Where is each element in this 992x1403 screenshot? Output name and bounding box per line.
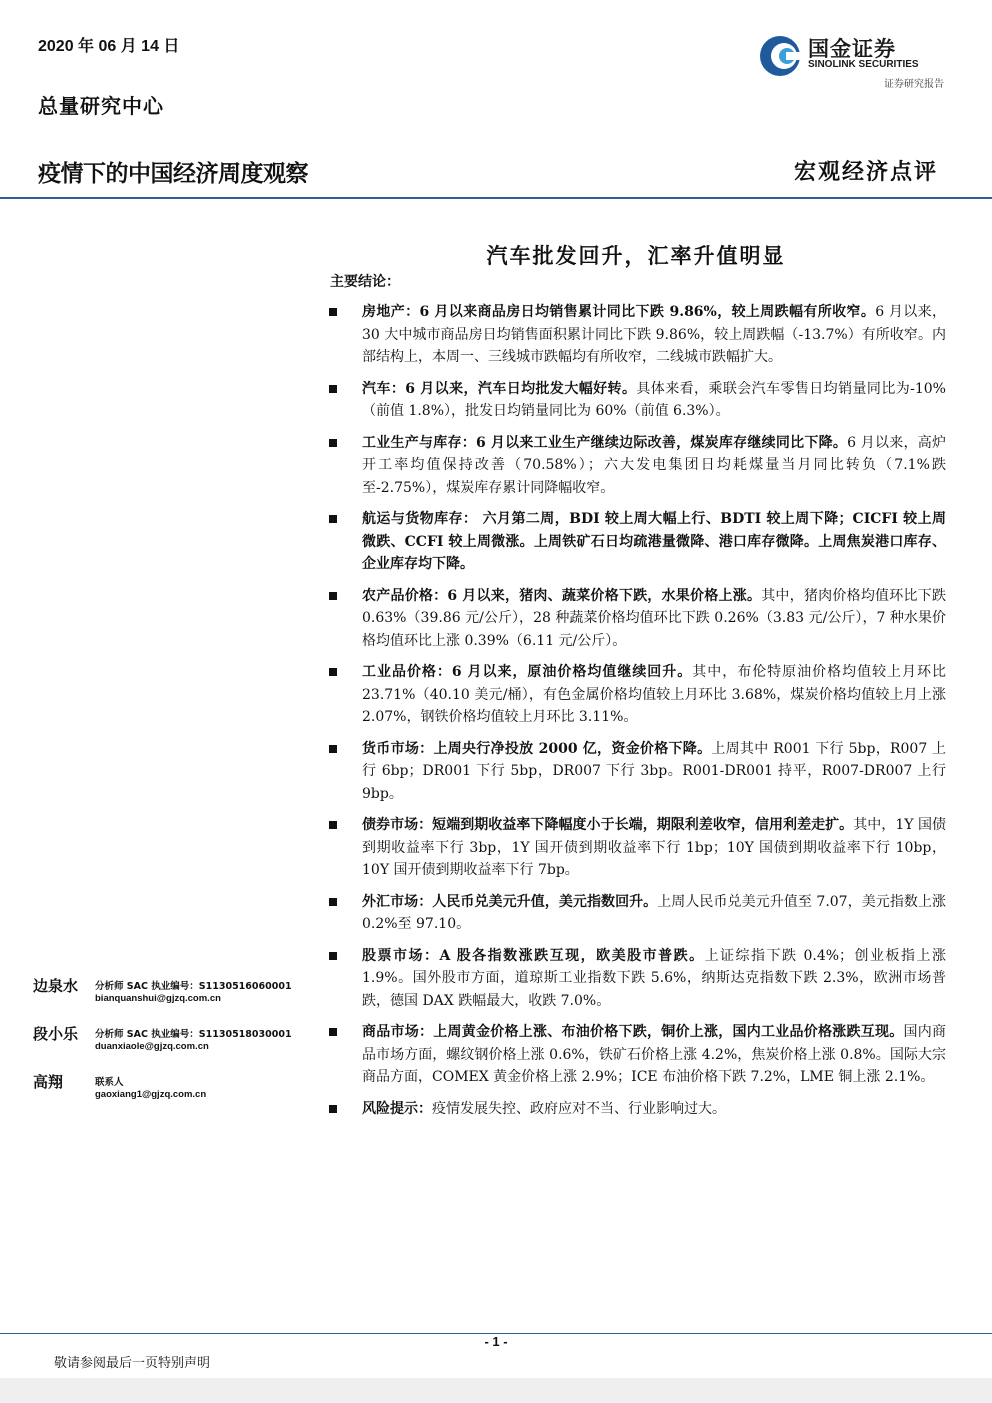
bullet-text: 6 月以来，高炉开工率均值保持改善（70.58%）；六大发电集团日均耗煤量当月同比转负（7.1%跌至-2.75%），煤炭库存累计同降幅收窄。	[362, 434, 947, 496]
bullet-square-icon	[329, 439, 337, 447]
logo-subtitle: 证券研究报告	[884, 79, 944, 90]
bullet-square-icon	[329, 1105, 337, 1113]
bullet-lead: 工业生产与库存：6 月以来工业生产继续边际改善，煤炭库存继续同比下降。	[362, 434, 848, 451]
page-number: - 1 -	[484, 1334, 508, 1349]
bullet-lead: 航运与货物库存： 六月第二周，BDI 较上周大幅上行、BDTI 较上周下降；CICFI 较上周微跌、CCFI 较上周微涨。上周铁矿石日均疏港量微降、港口库存微降。上周焦炭港口库存、企业库存均下降。	[362, 511, 946, 572]
bullet-square-icon	[329, 745, 337, 753]
logo-name-en: SINOLINK SECURITIES	[808, 59, 919, 70]
bullet-lead: 商品市场：上周黄金价格上涨、布油价格下跌，铜价上涨，国内工业品价格涨跌互现。	[362, 1024, 904, 1040]
bullet-square-icon	[329, 668, 337, 676]
bullet-item	[326, 1098, 946, 1121]
bullet-item	[326, 585, 946, 653]
bullet-text: 6 月以来，30 大中城市商品房日均销售面积累计同比下跌 9.86%，较上周跌幅（-13.7%）有所收窄。内部结构上，本周一、三线城市跌幅均有所收窄，二线城市跌幅扩大。	[362, 304, 947, 365]
logo-name-cn: 国金证券	[808, 37, 896, 61]
analyst-role: 分析师 SAC 执业编号：S1130516060001	[95, 981, 292, 992]
sinolink-logo-icon	[756, 32, 804, 80]
bullet-lead: 风险提示：	[362, 1100, 432, 1117]
bullet-item	[326, 945, 946, 1013]
bullet-item	[326, 508, 946, 576]
company-logo	[756, 30, 946, 90]
bullet-text: 具体来看，乘联会汽车零售日均销量同比为-10%（前值 1.8%），批发日均销量同比为 60%（前值 6.3%）。	[362, 380, 946, 419]
conclusion-list	[326, 301, 946, 1129]
bullet-lead: 股票市场：A 股各指数涨跌互现，欧美股市普跌。	[362, 947, 705, 964]
bullet-square-icon	[329, 821, 337, 829]
bullet-item	[326, 738, 946, 806]
analyst-role: 分析师 SAC 执业编号：S1130518030001	[95, 1029, 292, 1040]
bullet-text: 上证综指下跌 0.4%；创业板指上涨 1.9%。国外股市方面，道琼斯工业指数下跌 5.6%，纳斯达克指数下跌 2.3%，欧洲市场普跌，德国 DAX 跌幅最大，收跌 7.0%。	[362, 947, 946, 1009]
analyst-email[interactable]: duanxiaole@gjzq.com.cn	[95, 1041, 209, 1052]
bullet-text: 其中，猪肉价格均值环比下跌 0.63%（39.86 元/公斤），28 种蔬菜价格均值环比下跌 0.26%（3.83 元/公斤），7 种水果价格均值环比上涨 0.39%（6.11 元/公斤）。	[362, 587, 946, 649]
analyst-list	[33, 975, 313, 1119]
bullet-square-icon	[329, 1028, 337, 1036]
bullet-square-icon	[329, 898, 337, 906]
analyst-email[interactable]: gaoxiang1@gjzq.com.cn	[95, 1089, 207, 1100]
bullet-lead: 房地产：6 月以来商品房日均销售累计同比下跌 9.86%，较上周跌幅有所收窄。	[362, 304, 876, 320]
analyst-card	[33, 975, 313, 1023]
bullet-item	[326, 301, 946, 369]
bullet-item	[326, 432, 946, 500]
footer-disclaimer: 敬请参阅最后一页特别声明	[54, 1356, 211, 1371]
analyst-role: 联系人	[95, 1077, 124, 1088]
bullet-lead: 工业品价格：6 月以来，原油价格均值继续回升。	[362, 664, 693, 680]
bullet-item	[326, 891, 946, 936]
bullet-square-icon	[329, 592, 337, 600]
bullet-item	[326, 661, 946, 729]
bullet-item	[326, 378, 946, 423]
bullet-lead: 汽车：6 月以来，汽车日均批发大幅好转。	[362, 380, 637, 397]
analyst-name: 段小乐	[33, 1025, 79, 1043]
report-title: 疫情下的中国经济周度观察	[38, 161, 308, 187]
header-rule	[0, 197, 992, 199]
analyst-card	[33, 1023, 313, 1071]
conclusion-label: 主要结论：	[330, 274, 400, 290]
analyst-email[interactable]: bianquanshui@gjzq.com.cn	[95, 993, 221, 1004]
bullet-lead: 货币市场：上周央行净投放 2000 亿，资金价格下降。	[362, 740, 712, 757]
bullet-square-icon	[329, 515, 337, 523]
analyst-name: 高翔	[33, 1073, 64, 1091]
bullet-lead: 债券市场：短端到期收益率下降幅度小于长端，期限利差收窄，信用利差走扩。	[362, 817, 854, 833]
bullet-text: 其中，1Y 国债到期收益率下行 3bp，1Y 国开债到期收益率下行 1bp；10Y 国债到期收益率下行 10bp，10Y 国开债到期收益率下行 7bp。	[362, 817, 946, 878]
analyst-card	[33, 1071, 313, 1119]
bullet-text: 疫情发展失控、政府应对不当、行业影响过大。	[432, 1100, 726, 1117]
bullet-item	[326, 814, 946, 882]
bullet-square-icon	[329, 308, 337, 316]
report-date: 2020 年 06 月 14 日	[38, 38, 180, 55]
bullet-text: 上周其中 R001 下行 5bp，R007 上行 6bp；DR001 下行 5bp，DR007 下行 3bp。R001-DR001 持平，R007-DR007 上行 9bp。	[362, 740, 946, 802]
analyst-name: 边泉水	[33, 977, 79, 995]
bullet-square-icon	[329, 952, 337, 960]
bullet-text: 上周人民币兑美元升值至 7.07，美元指数上涨 0.2%至 97.10。	[362, 893, 946, 932]
bullet-lead: 农产品价格：6 月以来，猪肉、蔬菜价格下跌，水果价格上涨。	[362, 587, 762, 604]
bullet-lead: 外汇市场：人民币兑美元升值，美元指数回升。	[362, 893, 658, 910]
bullet-item	[326, 1021, 946, 1089]
bullet-text: 其中，布伦特原油价格均值较上月环比 23.71%（40.10 美元/桶），有色金属价格均值较上月环比 3.68%，煤炭价格均值较上月上涨 2.07%，钢铁价格均值较上月环比 3.11%。	[362, 664, 947, 725]
bullet-square-icon	[329, 385, 337, 393]
page-bottom-band	[0, 1378, 992, 1403]
bullet-text: 国内商品市场方面，螺纹钢价格上涨 0.6%，铁矿石价格上涨 4.2%，焦炭价格上涨 0.8%。国际大宗商品方面，COMEX 黄金价格上涨 2.9%；ICE 布油价格下跌 7.2%，LME 铜上涨 2.1%。	[362, 1024, 946, 1085]
department: 总量研究中心	[38, 94, 164, 118]
headline: 汽车批发回升，汇率升值明显	[486, 243, 786, 268]
report-type: 宏观经济点评	[793, 159, 938, 185]
